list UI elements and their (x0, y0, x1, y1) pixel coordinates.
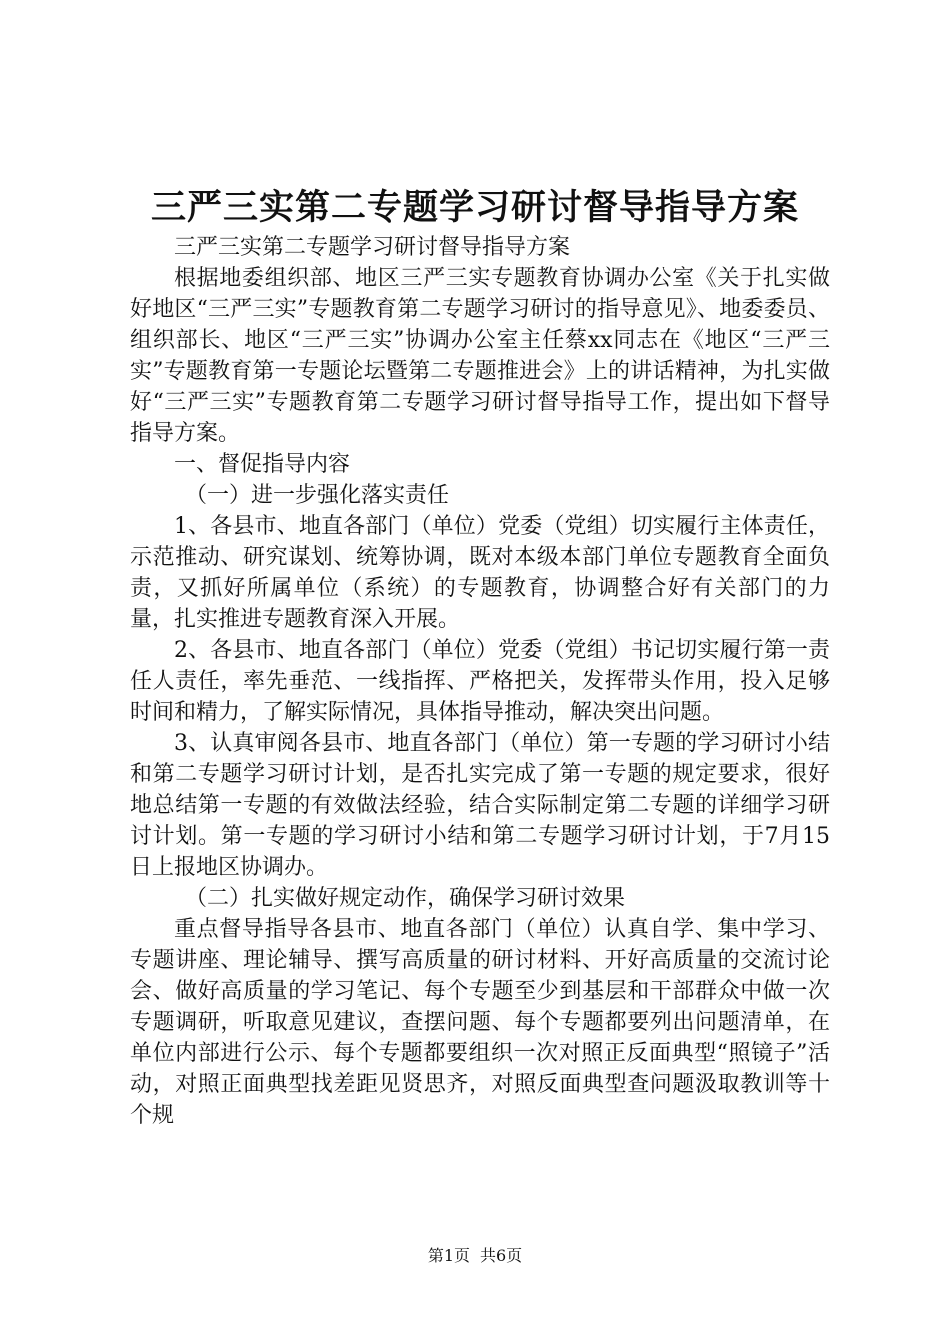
subtitle-paragraph: 三严三实第二专题学习研讨督导指导方案 (174, 235, 571, 260)
body-paragraph: 2、各县市、地直各部门（单位）党委（党组）书记切实履行第一责任人责任，率先垂范、一线指挥、严格把关，发挥带头作用，投入足够时间和精力，了解实际情况，具体指导推动，解决突出问题。 (130, 638, 830, 725)
body-paragraph: 3、认真审阅各县市、地直各部门（单位）第一专题的学习研讨小结和第二专题学习研讨计划，是否扎实完成了第一专题的规定要求，很好地总结第一专题的有效做法经验，结合实际制定第二专题的详细学习研讨计划。第一专题的学习研讨小结和第二专题学习研讨计划，于7月15日上报地区协调办。 (130, 731, 830, 880)
subsection-heading: （一）进一步强化落实责任 (185, 483, 450, 508)
section-heading: 一、督促指导内容 (174, 452, 351, 477)
page-footer (0, 1244, 950, 1268)
body-paragraph: 重点督导指导各县市、地直各部门（单位）认真自学、集中学习、专题讲座、理论辅导、撰写高质量的研讨材料、开好高质量的交流讨论会、做好高质量的学习笔记、每个专题至少到基层和干部群众中做一次专题调研，听取意见建议，查摆问题、每个专题都要列出问题清单，在单位内部进行公示、每个专题都要组织一次对照正反面典型“照镜子”活动，对照正面典型找差距见贤思齐，对照反面典型查问题汲取教训等十个规 (130, 917, 830, 1128)
intro-paragraph: 根据地委组织部、地区三严三实专题教育协调办公室《关于扎实做好地区“三严三实”专题教育第二专题学习研讨的指导意见》、地委委员、组织部长、地区“三严三实”协调办公室主任蔡xx同志在《地区“三严三实”专题教育第一专题论坛暨第二专题推进会》上的讲话精神，为扎实做好“三严三实”专题教育第二专题学习研讨督导指导工作，提出如下督导指导方案。 (130, 266, 830, 446)
subsection-heading: （二）扎实做好规定动作，确保学习研讨效果 (185, 886, 626, 911)
body-paragraph: 1、各县市、地直各部门（单位）党委（党组）切实履行主体责任，示范推动、研究谋划、统筹协调，既对本级本部门单位专题教育全面负责，又抓好所属单位（系统）的专题教育，协调整合好有关部门的力量，扎实推进专题教育深入开展。 (130, 514, 830, 632)
document-body (130, 232, 830, 1131)
document-title: 三严三实第二专题学习研讨督导指导方案 (150, 187, 799, 228)
page-number: 第1页 (427, 1246, 470, 1265)
page-total: 共6页 (480, 1246, 523, 1265)
